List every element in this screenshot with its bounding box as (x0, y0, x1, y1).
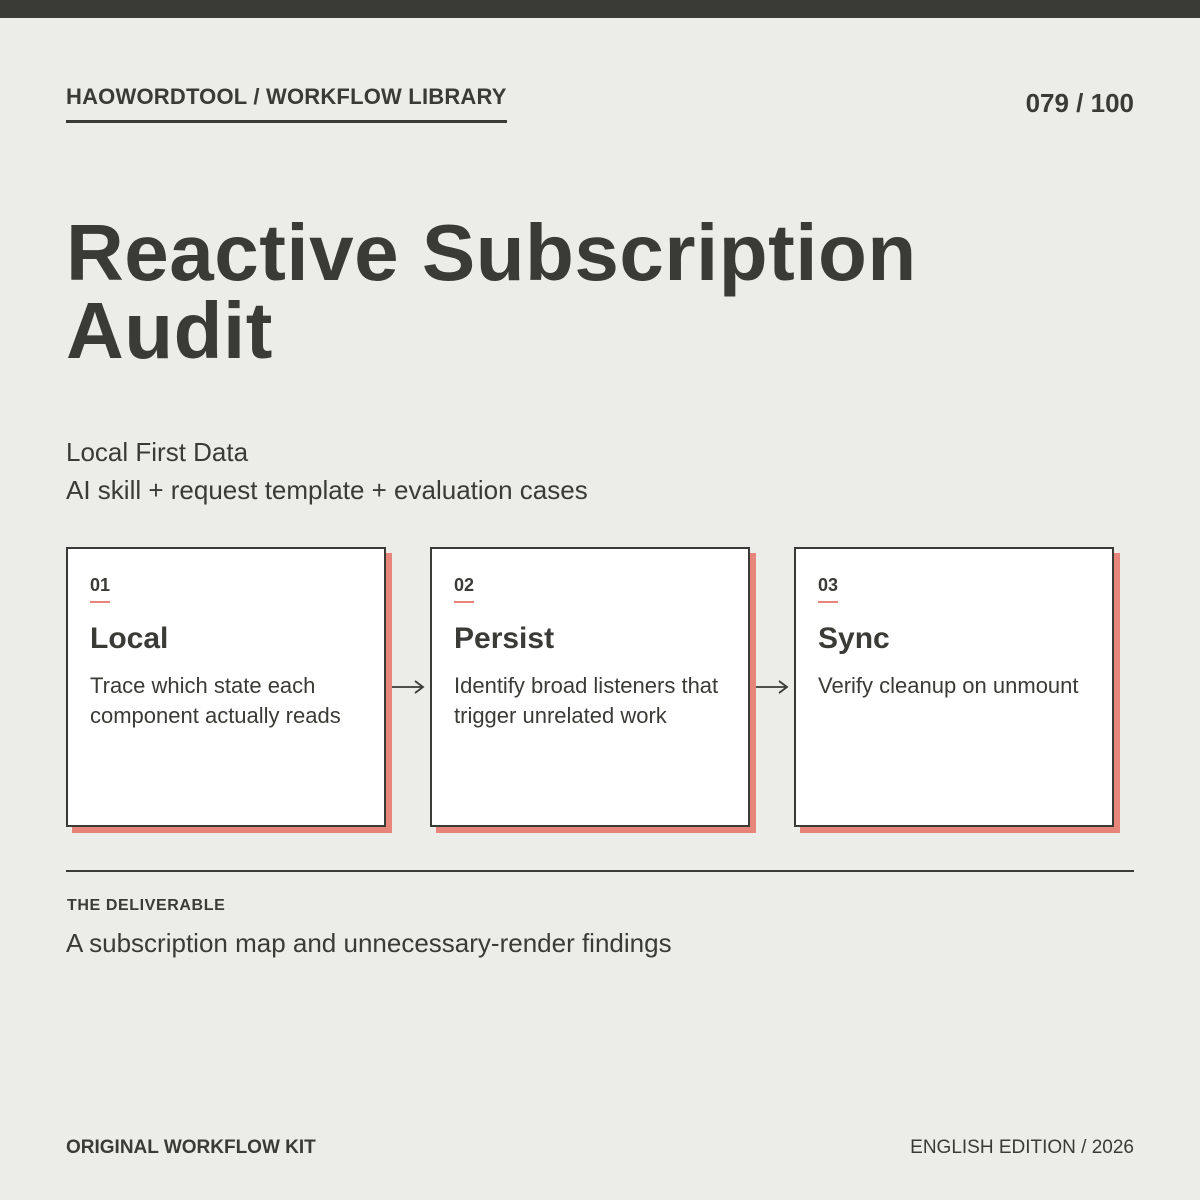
section-divider (66, 870, 1134, 872)
step-card-local (66, 547, 386, 827)
subtitle-contents: AI skill + request template + evaluation cases (66, 475, 588, 505)
footer-edition-label: ENGLISH EDITION / 2026 (910, 1137, 1134, 1158)
page-title (66, 208, 1146, 375)
subtitle (66, 433, 588, 509)
arrow-right-icon (390, 677, 426, 697)
step-number: 03 (818, 575, 838, 603)
step-description: Identify broad listeners that trigger unrelated work (454, 673, 719, 728)
step-number: 02 (454, 575, 474, 603)
page-counter: 079 / 100 (1025, 88, 1134, 118)
step-card-sync (794, 547, 1114, 827)
deliverable-label: THE DELIVERABLE (67, 897, 226, 914)
step-title: Sync (818, 622, 890, 655)
step-description: Trace which state each component actually reads (90, 673, 341, 728)
step-description: Verify cleanup on unmount (818, 673, 1079, 698)
deliverable-text: A subscription map and unnecessary-render findings (66, 928, 672, 958)
subtitle-category: Local First Data (66, 437, 249, 467)
page-title-line-1: Reactive Subscription (66, 208, 917, 297)
step-card-persist (430, 547, 750, 827)
footer-kit-label: ORIGINAL WORKFLOW KIT (66, 1137, 316, 1158)
step-title: Local (90, 622, 169, 655)
page-title-line-2: Audit (66, 286, 273, 375)
workflow-steps (66, 547, 1126, 837)
brand-breadcrumb: HAOWORDTOOL / WORKFLOW LIBRARY (66, 84, 507, 123)
top-bar (0, 0, 1200, 18)
step-title: Persist (454, 622, 555, 655)
arrow-right-icon (754, 677, 790, 697)
step-number: 01 (90, 575, 110, 603)
